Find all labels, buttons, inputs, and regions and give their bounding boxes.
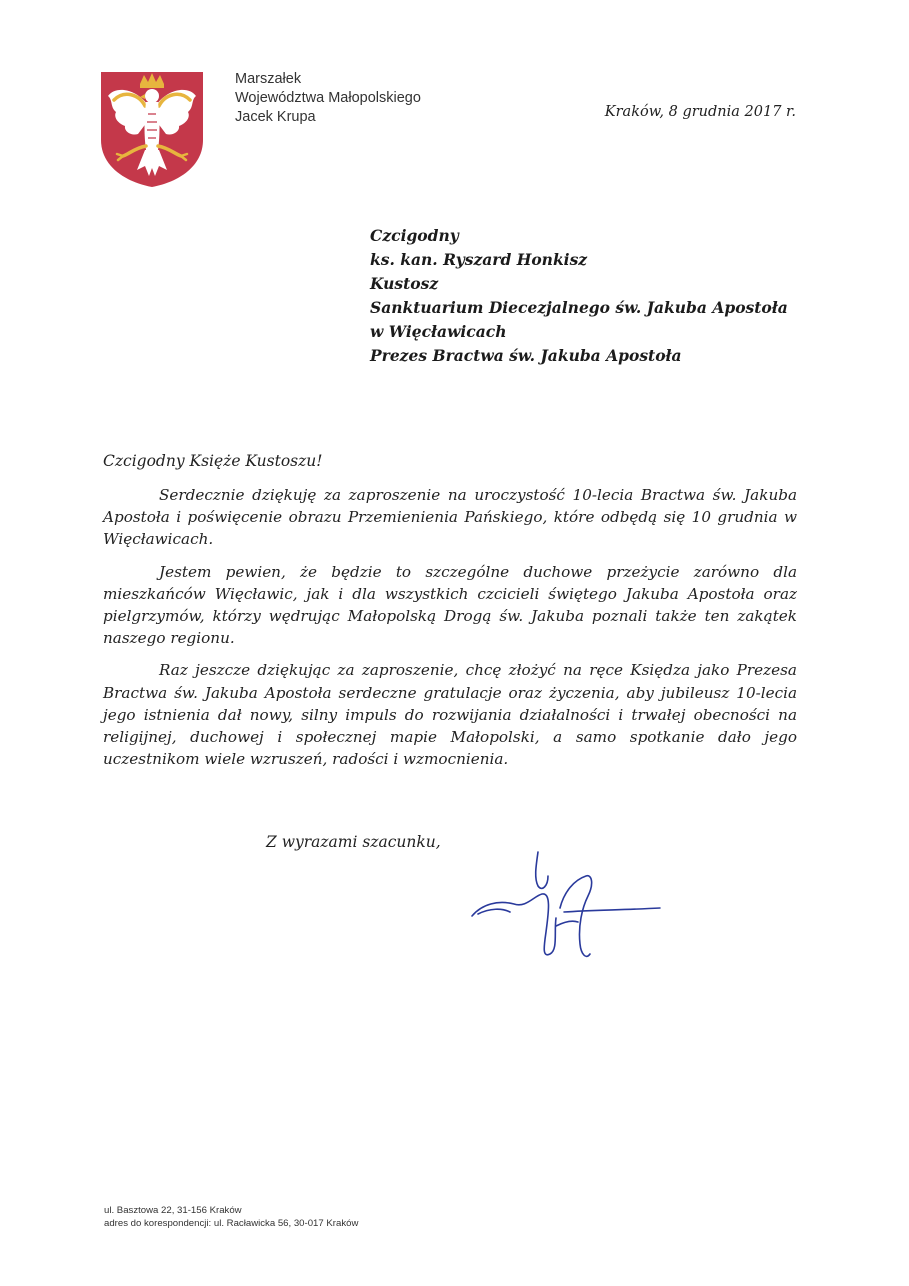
footer-correspondence-line: adres do korespondencji: ul. Racławicka 56, 30-017 Kraków (104, 1218, 359, 1229)
footer-address (104, 1204, 358, 1230)
malopolska-coat-of-arms-icon (99, 70, 205, 188)
body-paragraph: Serdecznie dziękuję za zaproszenie na uroczystość 10-lecia Bractwa św. Jakuba Apostoła i poświęcenie obrazu Przemienienia Pańskiego, które odbędą się 10 grudnia w Więcławicach. (103, 486, 797, 549)
body-paragraph: Raz jeszcze dziękując za zaproszenie, chcę złożyć na ręce Księdza jako Prezesa Bractwa św. Jakuba Apostoła serdeczne gratulacje oraz życzenia, aby jubileusz 10-lecia jego istnienia dał nowy, silny impuls do rozwijania działalności i trwałej obecności na religijnej, duchowej i społecznej mapie Małopolski, a samo spotkanie dało jego uczestnikom wiele wzruszeń, radości i wzmocnienia. (103, 661, 797, 769)
handwritten-signature-icon (468, 846, 664, 966)
recipient-line: ks. kan. Ryszard Honkisz (370, 250, 588, 269)
body-paragraph: Jestem pewien, że będzie to szczególne duchowe przeżycie zarówno dla mieszkańców Więcławic, jak i dla wszystkich czcicieli świętego Jakuba Apostoła oraz pielgrzymów, którzy wędrując Małopolską Drogą św. Jakuba poznali także ten zakątek naszego regionu. (103, 562, 797, 648)
salutation: Czcigodny Księże Kustoszu! (103, 452, 323, 470)
letterhead (99, 70, 459, 190)
sender-title: Marszałek (235, 71, 302, 87)
recipient-line: w Więcławicach (370, 322, 507, 341)
sender-name: Jacek Krupa (235, 109, 316, 125)
recipient-block (370, 224, 810, 368)
recipient-line: Czcigodny (370, 226, 459, 245)
sender-block (235, 70, 421, 127)
footer-address-line: ul. Basztowa 22, 31-156 Kraków (104, 1205, 242, 1216)
closing: Z wyrazami szacunku, (266, 833, 441, 851)
letter-body (103, 484, 797, 780)
recipient-line: Kustosz (370, 274, 439, 293)
recipient-line: Prezes Bractwa św. Jakuba Apostoła (370, 346, 682, 365)
recipient-line: Sanktuarium Diecezjalnego św. Jakuba Apostoła (370, 298, 788, 317)
letter-date: Kraków, 8 grudnia 2017 r. (604, 104, 796, 120)
sender-office: Województwa Małopolskiego (235, 90, 421, 106)
